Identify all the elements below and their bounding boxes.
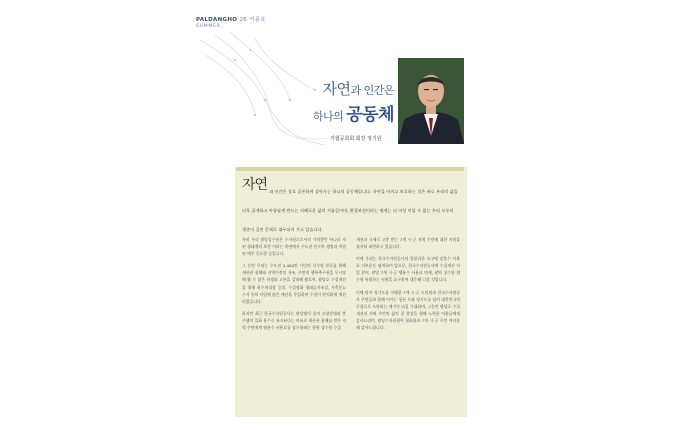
byline: 기협공회회 회장 정기원 [330,136,382,142]
author-photo [398,58,464,144]
masthead-season: SUMMER [196,24,221,29]
body-column-right [356,236,460,336]
panel-top-strip [236,167,464,171]
paragraph: 개선과 규제로 고충 받는 7개 시·군 지역 주민에 대한 지원을 철저히 외면하고 있습니다. [356,237,460,250]
article-body [242,236,460,412]
masthead-title [196,15,266,23]
paragraph: 이에 우리는 한국수자원공사의 불합리한 요구에 맞불수 사용료 거부운동 펼치하며 앞으로, 한국수자원공사에 수질개선 사업 참여, 팔당 7개 시·군 댐용수 사용료 면제, 광역 상수원 위 수원 특별하는 지원을 요구하며 대응해 나갈 것입니다. [356,256,460,283]
drop-cap: 자연 [242,177,268,193]
title-part2: 과 인간은 [350,84,394,97]
title-part4: 공동체 [346,105,394,125]
title-part3: 하나의 [312,110,347,123]
portrait-illustration [398,58,464,144]
paragraph: 그 동안 우리는 수도권 2,400만 시민의 식수원 보호를 위해 재산권 침해와 지역이전의 저조, 주민의 행복추구권을 무시당해 왔 수 많은 희생과 고통을 감내해 왔으며, 팔당호 수질개선을 위해 하수처리장 증설, 수질정화 생태습지조성, 가축분뇨 수거 등의 사업에 많은 예산을 투입하여 수질이 현저하게 개선되었습니다. [242,263,346,304]
paragraph: 하지만 최근 한국수자원공사는 팔당댐의 물이 소양강댐과 충주댐의 입화 용수로 유지된다는 이유로 재산권 침해를 받은 지역 주민에게 댐용수 사용료를 징수하려는 한편 상수원 수질 [242,310,346,331]
lead-paragraph [242,178,458,235]
title-part1: 자연 [322,80,351,98]
body-column-left [242,236,346,336]
article-title [268,78,394,125]
paragraph: 이에 맞서 정기도를 이행한 7개 시·군 도의원과 한국수자원공사 주민들과 함께 어가는 힘든 도와 정기도를 넘어 대한민국의 중심으로 도약하는 계기가 되길 기대하며, 그동안 팔당호 수질개선과 지역 주민의 삶의 질 향상을 위해 노력한 이웃들에게 감사드리며, 팔당수자원협력 협회원과 7개 시·군 주민 여러분께 감사드립니다. [356,289,460,331]
lead-text: 과 인간은 상호 공존하며 살아가는 하나의 공동체입니다. 자연을 아끼고 보호하는 것은 바로 우리의 삶을 더욱 곱게하고 아름답게 만드는 지혜로운 삶의 지름길이며, 환경보전이라는 명제는 더 이상 미룰 수 없는 우리 모두의 생존이 걸린 문제로 대두되어 가고 있습니다. [242,189,458,232]
paragraph: 특히 우리 팔당상수원은 수자원으로서의 가치뿐만 아니라 자연 생태계의 보전 이라는 측면에서 수도권 인구의 생명과 직결된 매우 중요한 곳입니다. [242,237,346,257]
masthead-brand: PALDANGHO [196,17,238,23]
masthead-issue: 26 여름호 [239,17,266,23]
masthead [196,15,266,29]
